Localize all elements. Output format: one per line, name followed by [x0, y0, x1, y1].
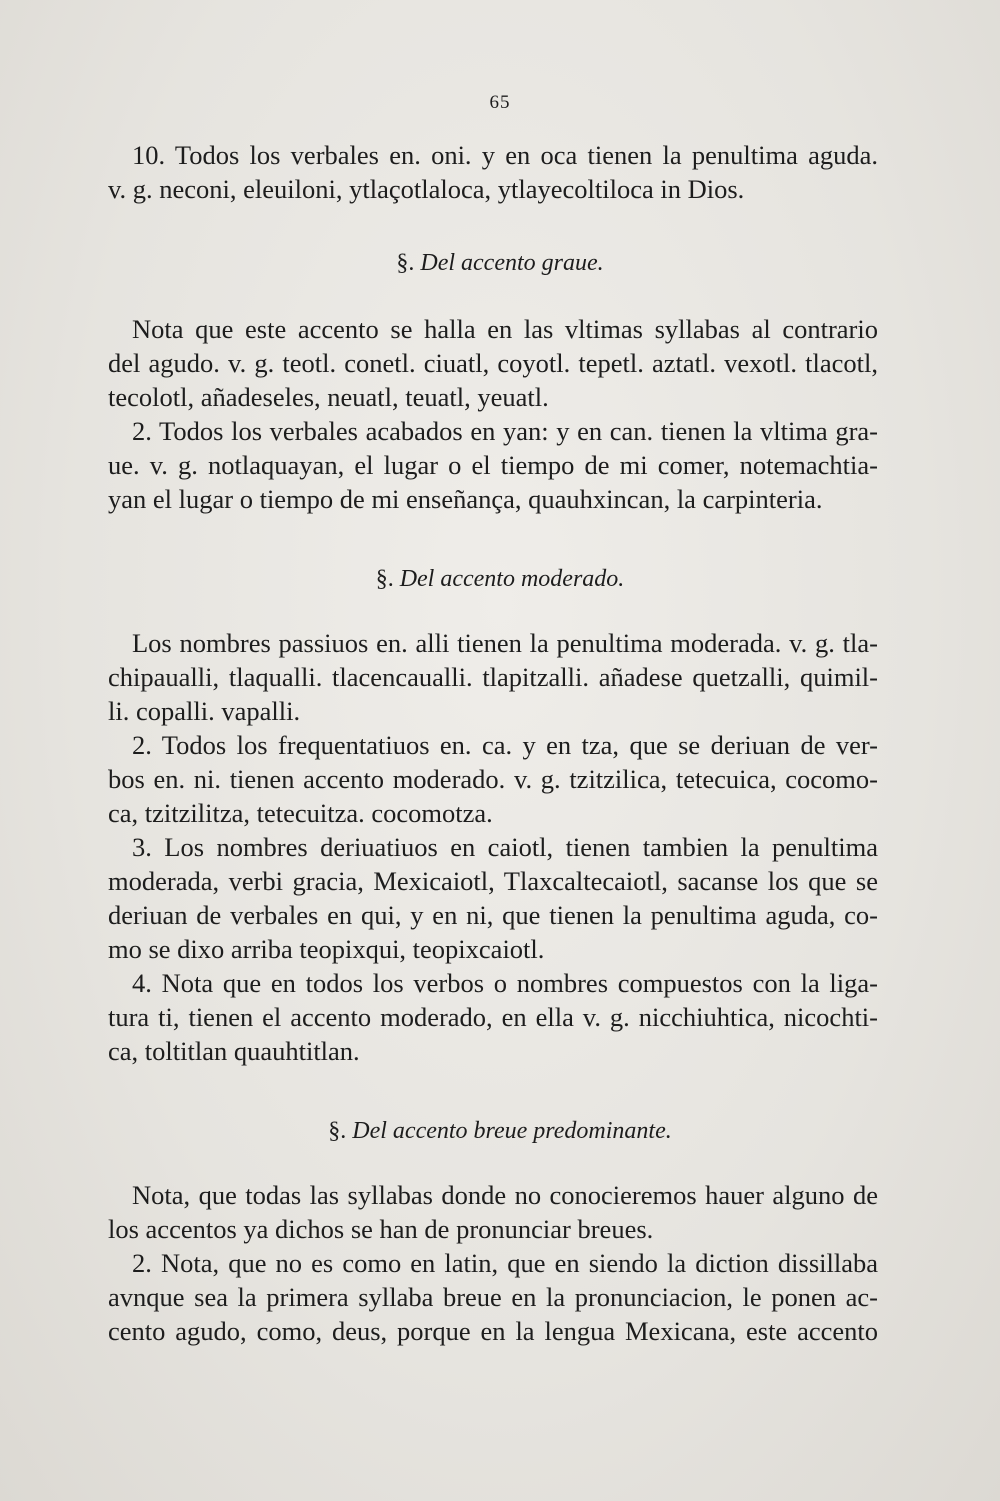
section-mark: §. — [396, 250, 415, 276]
section-heading-moderado — [0, 566, 1000, 593]
text-line: Los nombres passiuos en. alli tienen la penultima moderada. v. g. tla- — [132, 628, 878, 658]
section-title: Del accento graue. — [420, 250, 604, 276]
text-line: avnque sea la primera syllaba breue en la pronunciacion, le ponen ac- — [108, 1282, 878, 1312]
text-line: los accentos ya dichos se han de pronunciar breues. — [108, 1214, 654, 1244]
section-title: Del accento moderado. — [399, 566, 625, 592]
page-number: 65 — [489, 92, 511, 113]
text-line: ca, tzitzilitza, tetecuitza. cocomotza. — [108, 798, 493, 828]
text-line: del agudo. v. g. teotl. conetl. ciuatl, coyotl. tepetl. aztatl. vexotl. tlacotl, — [108, 348, 878, 378]
text-line: 2. Todos los frequentatiuos en. ca. y en tza, que se deriuan de ver- — [132, 730, 878, 760]
text-line: 2. Todos los verbales acabados en yan: y en can. tienen la vltima gra- — [132, 416, 878, 446]
text-line: 3. Los nombres deriuatiuos en caiotl, tienen tambien la penultima — [132, 832, 878, 862]
text-line: ue. v. g. notlaquayan, el lugar o el tiempo de mi comer, notemachtia- — [108, 450, 878, 480]
text-line: moderada, verbi gracia, Mexicaiotl, Tlaxcaltecaiotl, sacanse los que se — [108, 866, 878, 896]
text-line: v. g. neconi, eleuiloni, ytlaçotlaloca, ytlayecoltiloca in Dios. — [108, 174, 745, 204]
text-line: li. copalli. vapalli. — [108, 696, 301, 726]
text-line: chipaualli, tlaqualli. tlacencaualli. tlapitzalli. añadese quetzalli, quimil- — [108, 662, 878, 692]
section-mark: §. — [328, 1118, 347, 1144]
text-line: tura ti, tienen el accento moderado, en ella v. g. nicchiuhtica, nicochti- — [108, 1002, 878, 1032]
section-heading-graue — [0, 250, 1000, 277]
paragraph-verbales-oni — [108, 138, 878, 206]
text-line: 4. Nota que en todos los verbos o nombres compuestos con la liga- — [132, 968, 878, 998]
text-line: mo se dixo arriba teopixqui, teopixcaiotl. — [108, 934, 545, 964]
text-line: bos en. ni. tienen accento moderado. v. g. tzitzilica, tetecuica, cocomo- — [108, 764, 878, 794]
paragraph-accento-breue — [108, 1178, 878, 1348]
section-mark: §. — [375, 566, 394, 592]
section-title: Del accento breue predominante. — [352, 1118, 672, 1144]
text-line: deriuan de verbales en qui, y en ni, que tienen la penultima aguda, co- — [108, 900, 878, 930]
text-line: 10. Todos los verbales en. oni. y en oca tienen la penultima aguda. — [132, 140, 878, 170]
paragraph-accento-moderado — [108, 626, 878, 1068]
text-line: 2. Nota, que no es como en latin, que en siendo la diction dissillaba — [132, 1248, 878, 1278]
text-line: cento agudo, como, deus, porque en la lengua Mexicana, este accento — [108, 1316, 878, 1346]
paragraph-accento-graue — [108, 312, 878, 516]
text-line: tecolotl, añadeseles, neuatl, teuatl, yeuatl. — [108, 382, 549, 412]
text-line: yan el lugar o tiempo de mi enseñança, quauhxincan, la carpinteria. — [108, 484, 823, 514]
text-line: Nota, que todas las syllabas donde no conocieremos hauer alguno de — [132, 1180, 878, 1210]
section-heading-breue — [0, 1118, 1000, 1145]
text-line: ca, toltitlan quauhtitlan. — [108, 1036, 360, 1066]
text-line: Nota que este accento se halla en las vltimas syllabas al contrario — [132, 314, 878, 344]
